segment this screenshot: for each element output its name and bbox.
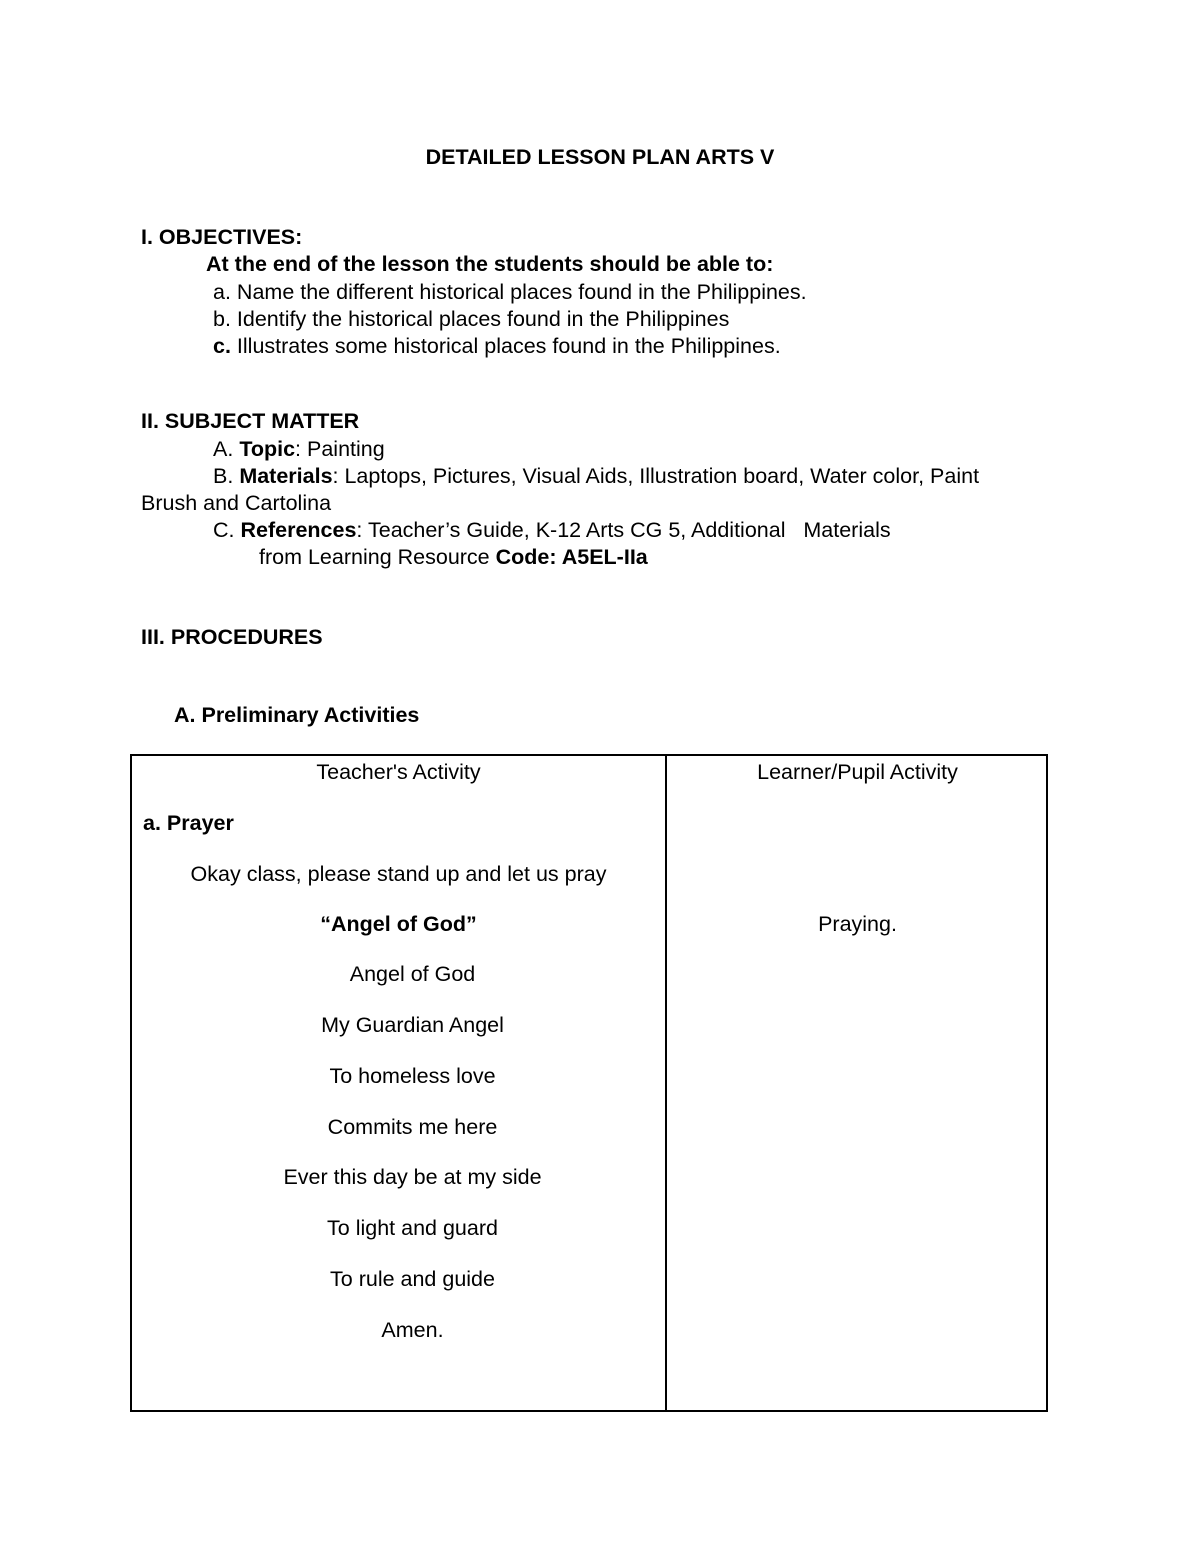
- topic-value: : Painting: [295, 437, 385, 461]
- procedures-heading: III. PROCEDURES: [141, 625, 323, 649]
- prayer-title: “Angel of God”: [320, 912, 477, 936]
- objective-marker: c.: [213, 334, 231, 358]
- prayer-instruction: Okay class, please stand up and let us pray: [190, 862, 607, 886]
- topic-label: Topic: [239, 437, 296, 461]
- references-line: [213, 520, 891, 542]
- prayer-line: To homeless love: [329, 1064, 496, 1088]
- preliminary-activities-heading: A. Preliminary Activities: [174, 703, 420, 727]
- materials-value: : Laptops, Pictures, Visual Aids, Illustration board, Water color, Paint: [332, 464, 980, 488]
- materials-marker: B.: [213, 464, 234, 488]
- prayer-line: My Guardian Angel: [321, 1013, 504, 1037]
- code-value: A5EL-IIa: [556, 545, 648, 569]
- objective-item-c: [213, 336, 781, 358]
- references-label: References: [240, 518, 357, 542]
- references-value: : Teacher’s Guide, K-12 Arts CG 5, Additional Materials: [356, 518, 891, 542]
- document-title: DETAILED LESSON PLAN ARTS V: [425, 145, 775, 169]
- prayer-heading: a. Prayer: [143, 811, 234, 835]
- objective-text: Identify the historical places found in the Philippines: [236, 307, 730, 331]
- objective-item-b: [213, 309, 729, 331]
- prayer-line: Ever this day be at my side: [283, 1165, 542, 1189]
- objective-marker: a.: [213, 280, 231, 304]
- prayer-line: To light and guard: [327, 1216, 498, 1240]
- subject-matter-heading: II. SUBJECT MATTER: [141, 409, 360, 433]
- topic-line: [213, 439, 385, 461]
- references-continuation-line: [259, 547, 648, 569]
- references-continuation: from Learning Resource: [259, 545, 496, 569]
- objective-text: Name the different historical places found in the Philippines.: [236, 280, 807, 304]
- prayer-line: Amen.: [381, 1318, 444, 1342]
- objectives-heading: I. OBJECTIVES:: [141, 225, 303, 249]
- learner-activity-header: Learner/Pupil Activity: [757, 760, 958, 784]
- topic-marker: A.: [213, 437, 234, 461]
- prayer-line: Angel of God: [349, 962, 476, 986]
- materials-line: [213, 466, 979, 488]
- materials-label: Materials: [239, 464, 333, 488]
- code-label: Code:: [495, 545, 557, 569]
- learner-response: Praying.: [818, 912, 897, 936]
- objective-text: Illustrates some historical places found in the Philippines.: [236, 334, 781, 358]
- teacher-activity-header: Teacher's Activity: [316, 760, 481, 784]
- materials-continuation: Brush and Cartolina: [141, 491, 332, 515]
- objectives-intro: At the end of the lesson the students should be able to:: [206, 252, 774, 276]
- activities-table: [130, 754, 1048, 1412]
- prayer-line: Commits me here: [327, 1115, 498, 1139]
- references-marker: C.: [213, 518, 235, 542]
- objective-marker: b.: [213, 307, 231, 331]
- objective-item-a: [213, 282, 807, 304]
- column-divider: [665, 756, 667, 1410]
- prayer-line: To rule and guide: [330, 1267, 495, 1291]
